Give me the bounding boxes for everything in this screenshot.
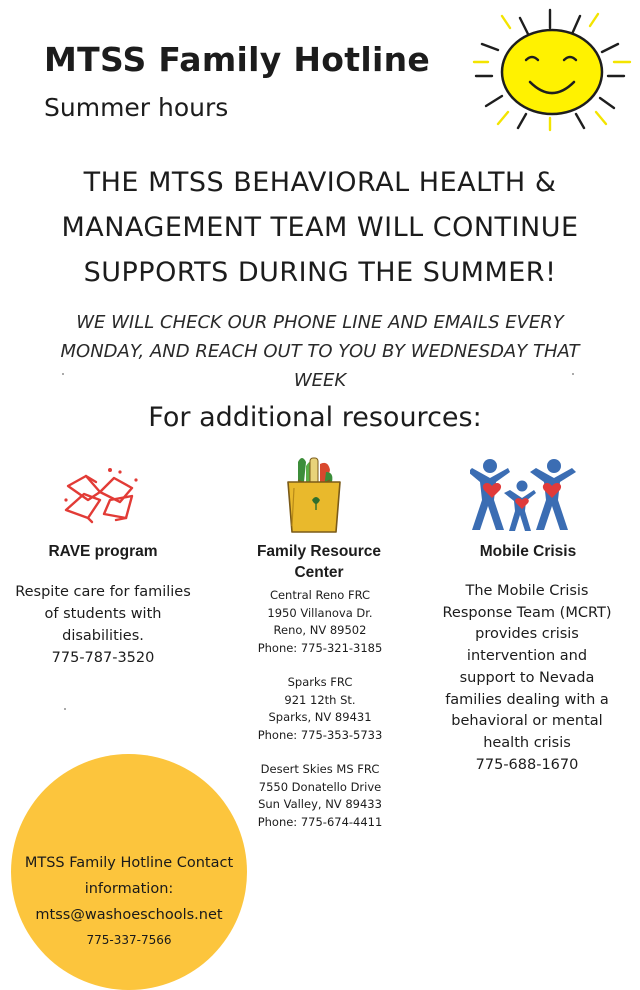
rave-program-heading: RAVE program <box>48 543 158 560</box>
family-resource-center-heading: Family Resource Center <box>256 543 382 581</box>
crisis-line: The Mobile Crisis <box>465 583 589 599</box>
spacer <box>232 657 408 674</box>
rave-line: disabilities. <box>62 628 144 644</box>
contact-email[interactable]: mtss@washoeschools.net <box>35 907 223 923</box>
rave-line: of students with <box>44 606 162 622</box>
crisis-line: intervention and <box>466 648 588 665</box>
handshake-circle-icon <box>58 466 142 526</box>
frc-location-city: Sun Valley, NV 89433 <box>258 797 382 811</box>
sun-icon <box>468 4 640 134</box>
headline <box>40 160 600 295</box>
crisis-line: families dealing with a <box>445 691 609 708</box>
crisis-line: health crisis <box>483 734 571 751</box>
notice-line: MONDAY, AND REACH OUT TO YOU BY WEDNESDAY THAT <box>60 341 580 362</box>
frc-location-name: Central Reno FRC <box>269 588 371 602</box>
headline-line: THE MTSS BEHAVIORAL HEALTH & <box>83 167 557 198</box>
speck <box>62 373 64 375</box>
frc-location-phone[interactable]: Phone: 775-674-4411 <box>257 814 383 829</box>
contact-phone[interactable]: 775-337-7566 <box>86 933 172 947</box>
resources-heading: For additional resources: <box>148 402 482 433</box>
rave-line: Respite care for families <box>15 584 191 600</box>
frc-location-phone[interactable]: Phone: 775-321-3185 <box>257 640 383 655</box>
family-hearts-icon <box>470 456 582 534</box>
frc-location-street: 921 12th St. <box>284 692 356 707</box>
frc-location-phone[interactable]: Phone: 775-353-5733 <box>257 727 383 742</box>
frc-location-city: Sparks, NV 89431 <box>268 710 372 724</box>
frc-location-city: Reno, NV 89502 <box>273 623 367 637</box>
page-subtitle: Summer hours <box>44 93 229 122</box>
notice-line: WEEK <box>293 370 347 391</box>
rave-description <box>12 581 194 669</box>
notice-line: WE WILL CHECK OUR PHONE LINE AND EMAILS EVERY <box>76 312 564 333</box>
speck <box>572 373 574 375</box>
crisis-line: behavioral or mental <box>451 713 603 730</box>
contact-heading-line: information: <box>84 881 174 897</box>
spacer <box>232 744 408 761</box>
crisis-line: provides crisis <box>475 626 579 643</box>
frc-locations <box>232 587 408 831</box>
frc-location-street: 1950 Villanova Dr. <box>267 605 373 620</box>
contact-heading-line: MTSS Family Hotline Contact <box>24 855 234 871</box>
headline-line: SUPPORTS DURING THE SUMMER! <box>83 257 557 288</box>
headline-line: MANAGEMENT TEAM WILL CONTINUE <box>61 212 579 243</box>
mobile-crisis-heading: Mobile Crisis <box>479 543 577 560</box>
frc-location-street: 7550 Donatello Drive <box>258 779 382 794</box>
crisis-phone[interactable]: 775-688-1670 <box>475 756 579 773</box>
page-title: MTSS Family Hotline <box>44 40 431 79</box>
contact-info <box>11 850 247 950</box>
crisis-line: support to Nevada <box>459 669 595 686</box>
grocery-bag-icon <box>282 452 346 536</box>
speck <box>64 708 66 710</box>
frc-location-name: Desert Skies MS FRC <box>260 762 380 776</box>
rave-phone[interactable]: 775-787-3520 <box>51 650 155 666</box>
schedule-notice <box>52 308 588 395</box>
frc-location-name: Sparks FRC <box>287 675 353 689</box>
mobile-crisis-description <box>434 581 620 776</box>
crisis-line: Response Team (MCRT) <box>442 604 612 621</box>
